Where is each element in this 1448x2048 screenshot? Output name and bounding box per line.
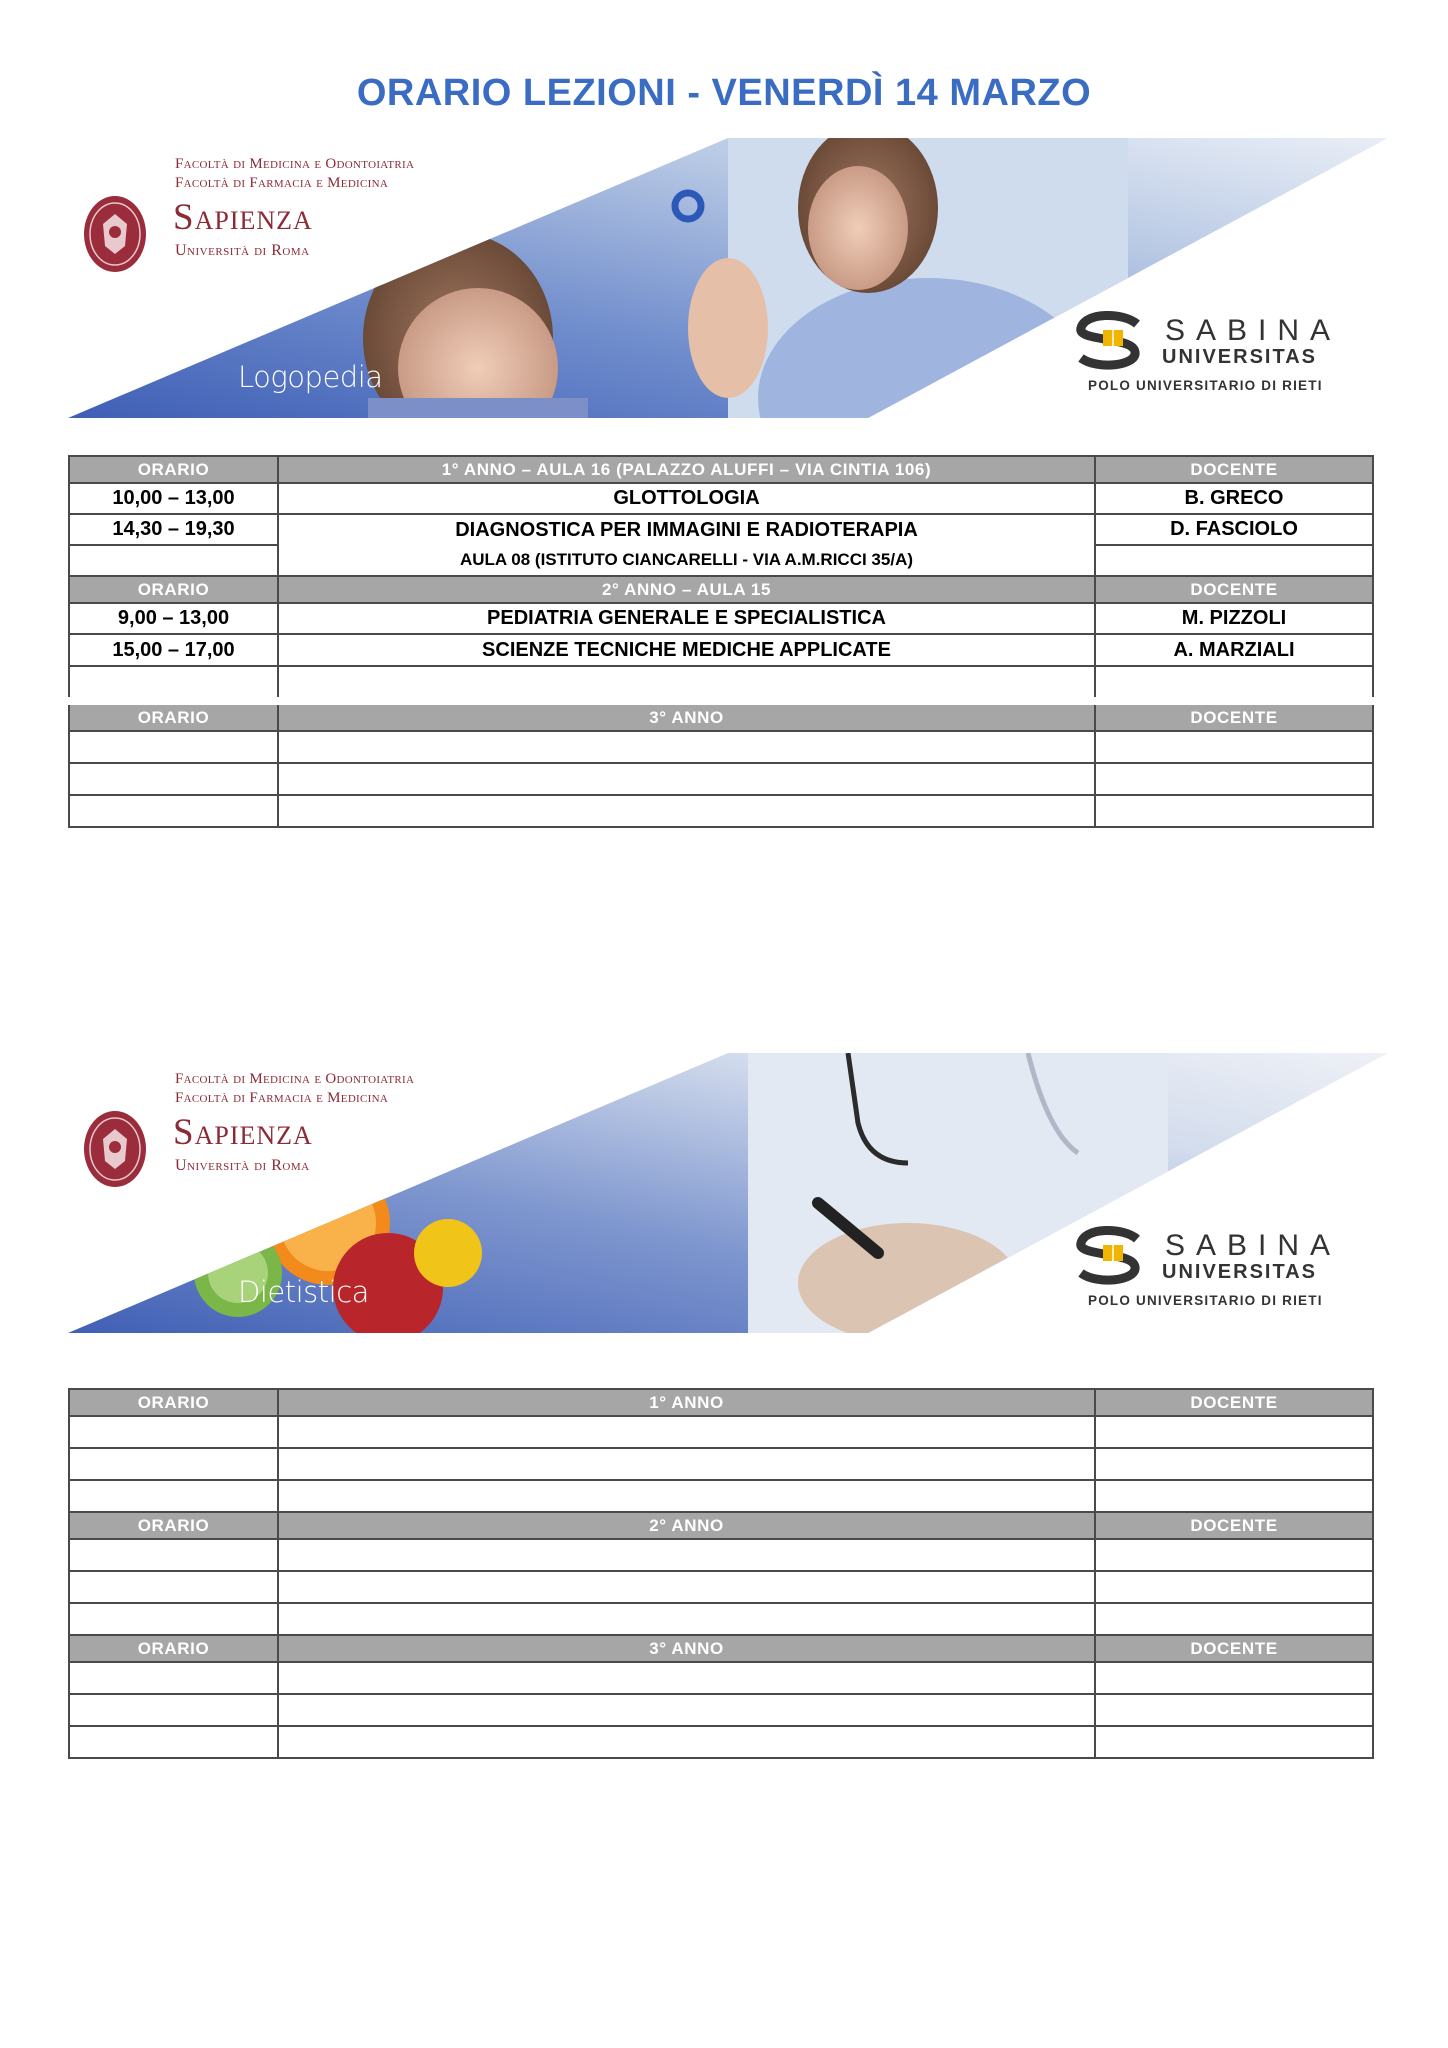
teacher-cell <box>1095 731 1373 763</box>
teacher-cell <box>1095 1694 1373 1726</box>
table-header-row <box>69 456 1373 483</box>
faculty-line-1: Facoltà di Medicina e Odontoiatria <box>175 156 415 172</box>
header-cell-orario: ORARIO <box>69 1512 278 1539</box>
time-cell: 10,00 – 13,00 <box>69 483 278 514</box>
teacher-cell: M. PIZZOLI <box>1095 603 1373 634</box>
header-cell-docente: DOCENTE <box>1095 456 1373 483</box>
dietistica-banner <box>68 1053 1388 1333</box>
table-header-row <box>69 1512 1373 1539</box>
time-cell <box>69 731 278 763</box>
subject-cell <box>278 1571 1095 1603</box>
faculty-names <box>175 155 414 193</box>
subject-cell <box>278 1726 1095 1758</box>
faculty-names <box>175 1070 414 1108</box>
table-row <box>69 1571 1373 1603</box>
subject-cell <box>278 731 1095 763</box>
header-cell-year: 3° ANNO <box>278 701 1095 731</box>
room-note-cell: AULA 08 (ISTITUTO CIANCARELLI - VIA A.M.RICCI 35/A) <box>278 545 1095 576</box>
header-cell-docente: DOCENTE <box>1095 576 1373 603</box>
header-cell-orario: ORARIO <box>69 576 278 603</box>
header-cell-year: 3° ANNO <box>278 1635 1095 1662</box>
faculty-line-1: Facoltà di Medicina e Odontoiatria <box>175 1071 415 1087</box>
table-row <box>69 1726 1373 1758</box>
sapienza-seal-icon <box>82 1109 148 1189</box>
header-cell-year: 2° ANNO <box>278 1512 1095 1539</box>
subject-cell <box>278 666 1095 701</box>
time-cell <box>69 1480 278 1512</box>
teacher-cell <box>1095 666 1373 701</box>
time-cell <box>69 1571 278 1603</box>
teacher-cell: D. FASCIOLO <box>1095 514 1373 545</box>
table-row <box>69 1662 1373 1694</box>
table-row <box>69 1416 1373 1448</box>
teacher-cell <box>1095 795 1373 827</box>
time-cell <box>69 795 278 827</box>
partner-subtitle: UNIVERSITAS <box>1162 1261 1317 1283</box>
teacher-cell <box>1095 1448 1373 1480</box>
time-cell <box>69 1603 278 1635</box>
faculty-line-2: Facoltà di Farmacia e Medicina <box>175 1090 389 1106</box>
header-cell-docente: DOCENTE <box>1095 1389 1373 1416</box>
logopedia-banner <box>68 138 1388 418</box>
table-header-row <box>69 701 1373 731</box>
header-cell-docente: DOCENTE <box>1095 1635 1373 1662</box>
course-name: Logopedia <box>238 360 383 394</box>
table-header-row <box>69 576 1373 603</box>
university-subtitle: Università di Roma <box>175 242 310 259</box>
subject-cell: PEDIATRIA GENERALE E SPECIALISTICA <box>278 603 1095 634</box>
time-cell: 15,00 – 17,00 <box>69 634 278 666</box>
table-row <box>69 1603 1373 1635</box>
table-row <box>69 763 1373 795</box>
table-row <box>69 731 1373 763</box>
table-row <box>69 483 1373 514</box>
university-name: Sapienza <box>173 197 313 238</box>
teacher-cell <box>1095 1662 1373 1694</box>
university-name: Sapienza <box>173 1112 313 1153</box>
logopedia-schedule-table <box>68 455 1374 828</box>
course-name: Dietistica <box>238 1275 369 1309</box>
subject-cell <box>278 1448 1095 1480</box>
time-cell <box>69 545 278 576</box>
subject-cell <box>278 1662 1095 1694</box>
subject-cell: GLOTTOLOGIA <box>278 483 1095 514</box>
teacher-cell <box>1095 763 1373 795</box>
dietistica-schedule-table <box>68 1388 1374 1759</box>
header-cell-year: 1° ANNO – AULA 16 (PALAZZO ALUFFI – VIA CINTIA 106) <box>278 456 1095 483</box>
partner-name: SABINA <box>1165 314 1342 347</box>
header-cell-docente: DOCENTE <box>1095 1512 1373 1539</box>
teacher-cell: A. MARZIALI <box>1095 634 1373 666</box>
partner-subtitle: UNIVERSITAS <box>1162 346 1317 368</box>
teacher-cell <box>1095 1726 1373 1758</box>
table-row <box>69 666 1373 701</box>
sapienza-seal-icon <box>82 194 148 274</box>
subject-cell <box>278 1603 1095 1635</box>
subject-cell <box>278 795 1095 827</box>
table-row <box>69 1448 1373 1480</box>
header-cell-year: 2° ANNO – AULA 15 <box>278 576 1095 603</box>
table-row <box>69 795 1373 827</box>
teacher-cell <box>1095 1571 1373 1603</box>
time-cell <box>69 1539 278 1571</box>
table-row <box>69 545 1373 576</box>
table-row <box>69 1694 1373 1726</box>
subject-cell <box>278 1480 1095 1512</box>
teacher-cell <box>1095 1416 1373 1448</box>
partner-tagline: POLO UNIVERSITARIO DI RIETI <box>1088 1293 1323 1308</box>
header-cell-year: 1° ANNO <box>278 1389 1095 1416</box>
table-row <box>69 1480 1373 1512</box>
header-cell-orario: ORARIO <box>69 1389 278 1416</box>
sabina-logo-icon <box>1073 1225 1145 1285</box>
subject-cell <box>278 763 1095 795</box>
time-cell <box>69 666 278 701</box>
subject-cell <box>278 1539 1095 1571</box>
time-cell <box>69 1694 278 1726</box>
table-header-row <box>69 1635 1373 1662</box>
sabina-logo-icon <box>1073 310 1145 370</box>
table-row <box>69 1539 1373 1571</box>
teacher-cell: B. GRECO <box>1095 483 1373 514</box>
header-cell-docente: DOCENTE <box>1095 701 1373 731</box>
table-row <box>69 514 1373 545</box>
header-cell-orario: ORARIO <box>69 1635 278 1662</box>
subject-cell: SCIENZE TECNICHE MEDICHE APPLICATE <box>278 634 1095 666</box>
teacher-cell <box>1095 1539 1373 1571</box>
partner-tagline: POLO UNIVERSITARIO DI RIETI <box>1088 378 1323 393</box>
time-cell <box>69 1416 278 1448</box>
header-cell-orario: ORARIO <box>69 701 278 731</box>
time-cell: 14,30 – 19,30 <box>69 514 278 545</box>
partner-name: SABINA <box>1165 1229 1342 1262</box>
subject-cell <box>278 1694 1095 1726</box>
faculty-line-2: Facoltà di Farmacia e Medicina <box>175 175 389 191</box>
table-header-row <box>69 1389 1373 1416</box>
time-cell <box>69 1662 278 1694</box>
teacher-cell <box>1095 1480 1373 1512</box>
time-cell: 9,00 – 13,00 <box>69 603 278 634</box>
subject-cell <box>278 1416 1095 1448</box>
teacher-cell <box>1095 1603 1373 1635</box>
header-cell-orario: ORARIO <box>69 456 278 483</box>
page-title: ORARIO LEZIONI - VENERDÌ 14 MARZO <box>356 72 1092 114</box>
teacher-cell <box>1095 545 1373 576</box>
time-cell <box>69 1726 278 1758</box>
time-cell <box>69 1448 278 1480</box>
table-row <box>69 634 1373 666</box>
subject-cell: DIAGNOSTICA PER IMMAGINI E RADIOTERAPIA <box>278 514 1095 545</box>
table-row <box>69 603 1373 634</box>
time-cell <box>69 763 278 795</box>
university-subtitle: Università di Roma <box>175 1157 310 1174</box>
